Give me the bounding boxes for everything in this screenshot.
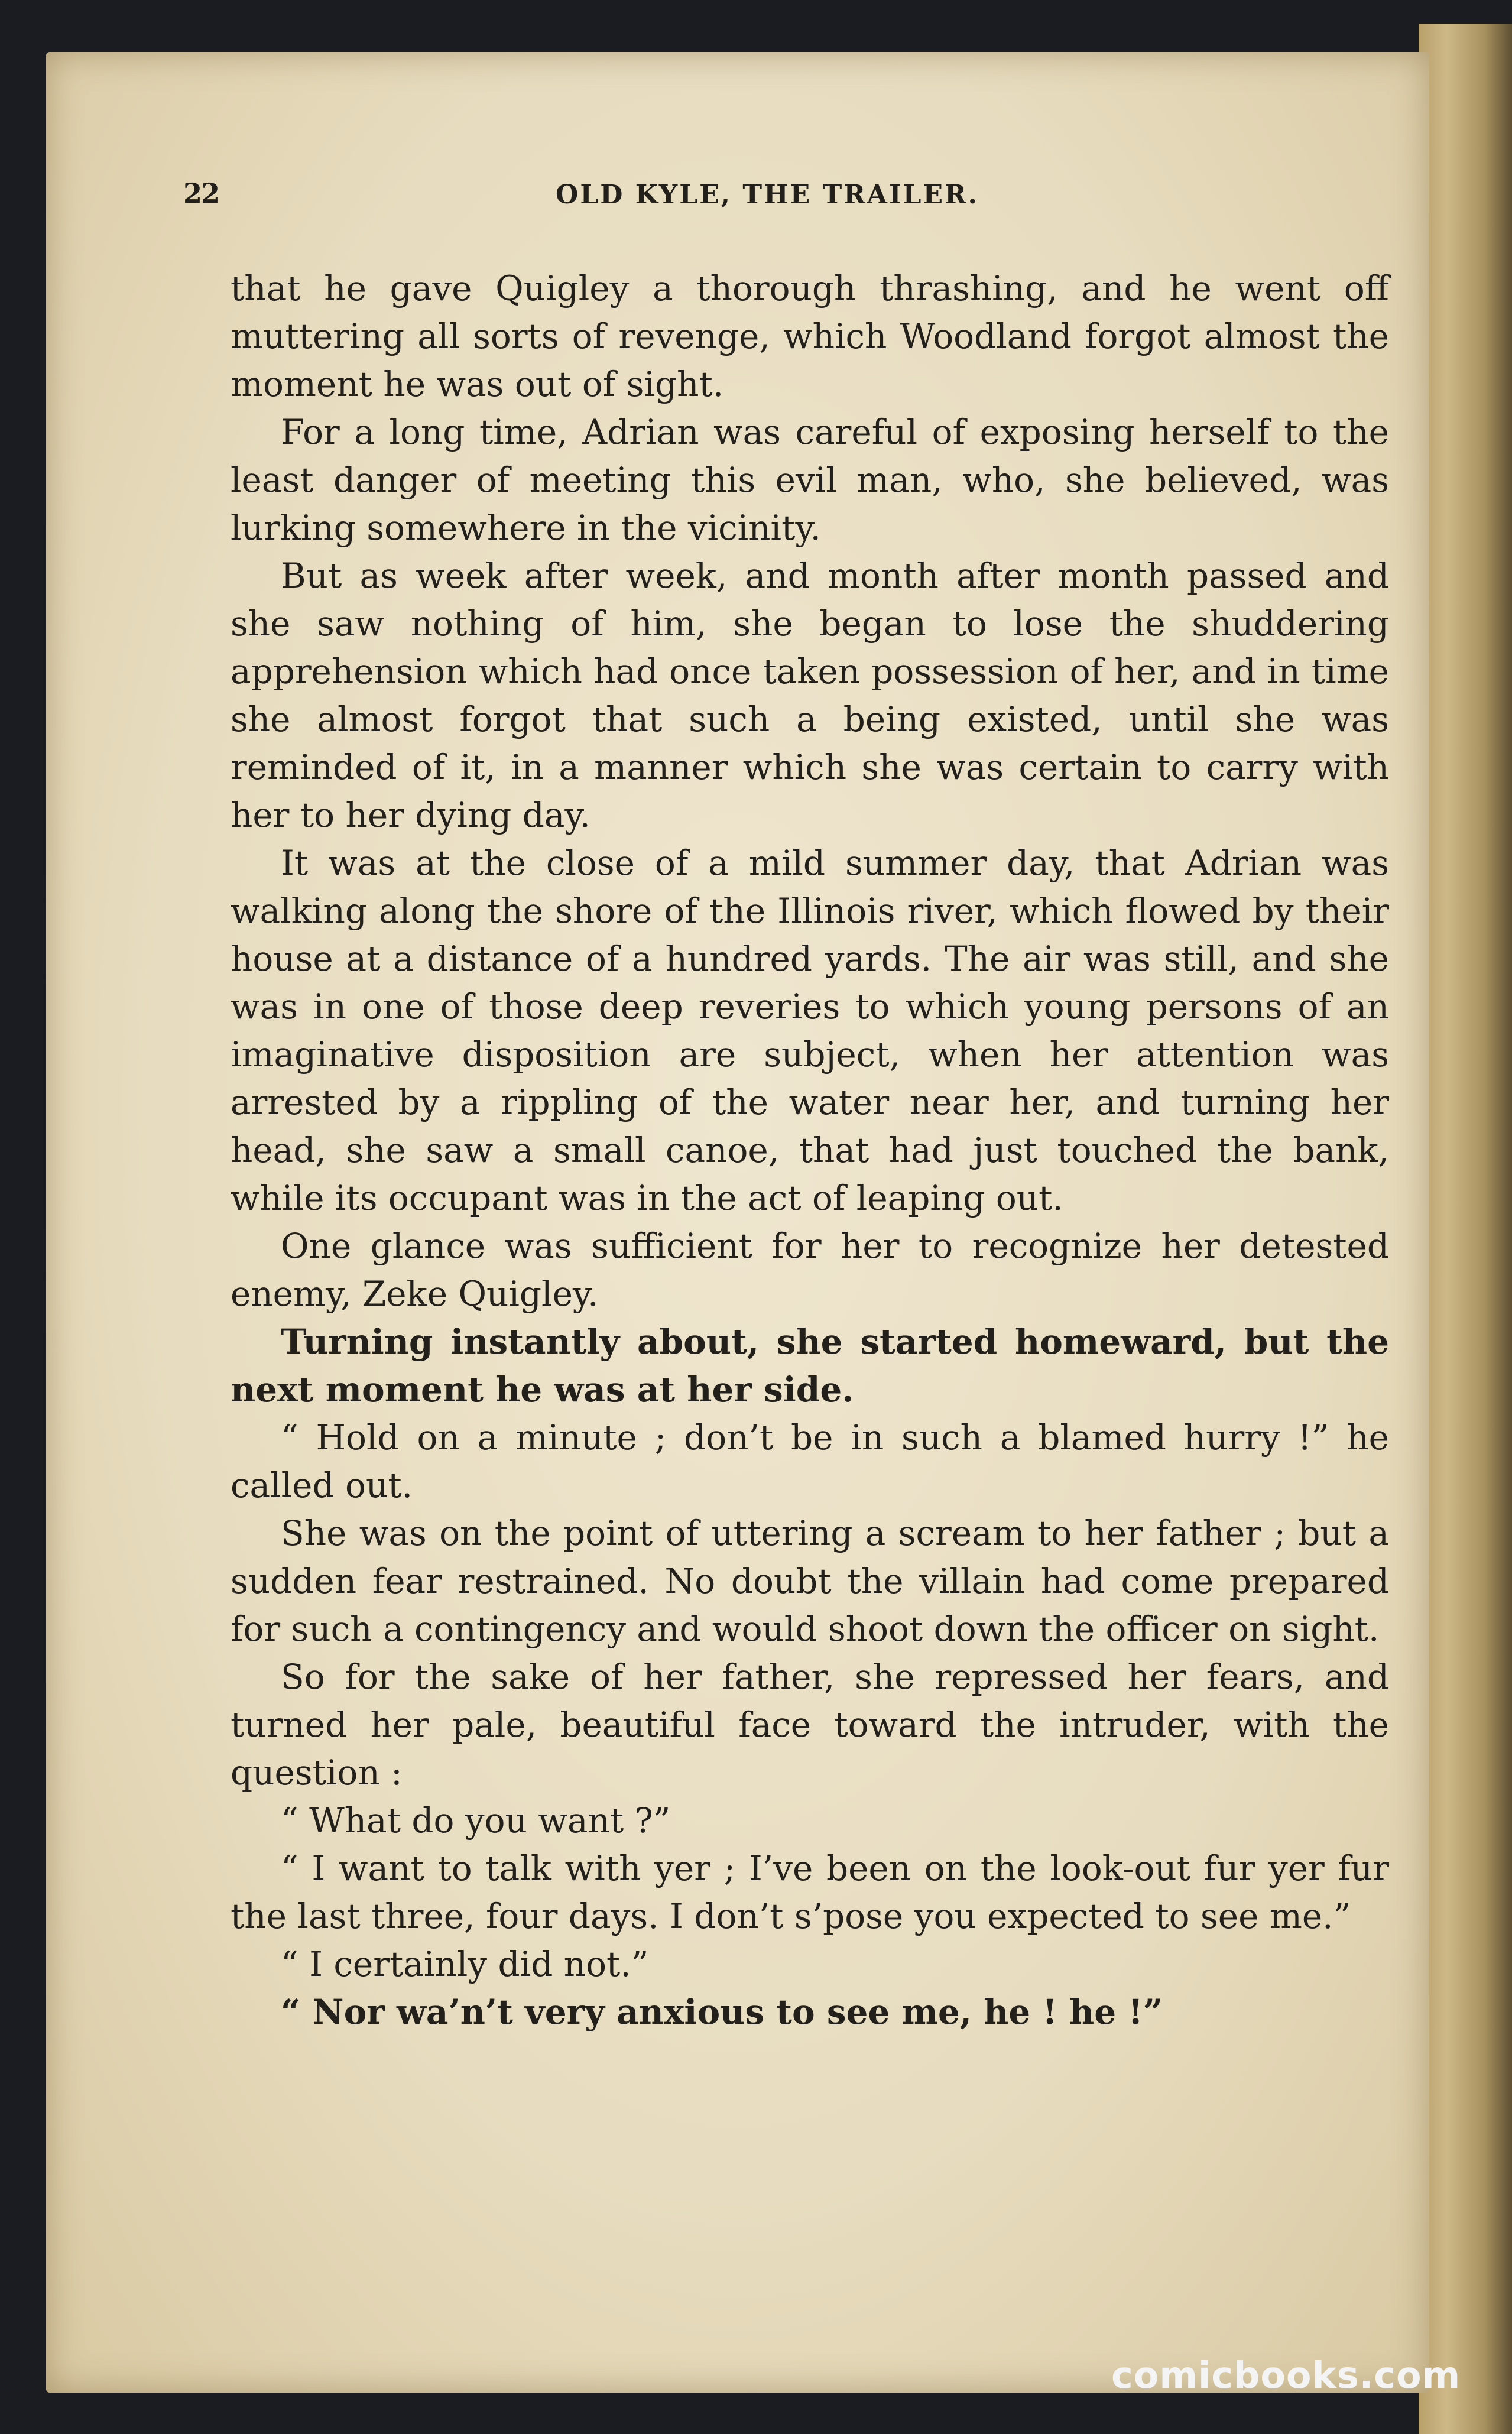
paragraph: She was on the point of uttering a scream to her father ; but a sudden fear restrained. No doubt the villain had come prepared for such a contingency and would shoot down the officer on sight. — [231, 1513, 1389, 1649]
page-number: 22 — [183, 177, 219, 209]
paragraph: So for the sake of her father, she repressed her fears, and turned her pale, beautiful face toward the intruder, with the question : — [231, 1657, 1389, 1793]
paragraph: One glance was sufficient for her to recognize her detested enemy, Zeke Quigley. — [231, 1226, 1389, 1314]
site-watermark: comicbooks.com — [1111, 2354, 1461, 2397]
paragraph: But as week after week, and month after month passed and she saw nothing of him, she began to lose the shuddering apprehension which had once taken possession of her, and in time she almost forgot that such a being existed, until she was reminded of it, in a manner which she was certain to carry with her to her dying day. — [231, 556, 1389, 835]
running-title: OLD KYLE, THE TRAILER. — [556, 180, 979, 210]
paragraph: For a long time, Adrian was careful of exposing herself to the least danger of meeting this evil man, who, she believed, was lurking somewhere in the vicinity. — [231, 412, 1389, 548]
paragraph: that he gave Quigley a thorough thrashing, and he went off muttering all sorts of revenge, which Woodland forgot almost the moment he was out of sight. — [231, 268, 1389, 404]
paragraph: It was at the close of a mild summer day, that Adrian was walking along the shore of the Illinois river, which flowed by their house at a distance of a hundred yards. The air was still, and she was in one of those deep reveries to which young persons of an imaginative disposition are subject, when her attention was arrested by a rippling of the water near her, and turning her head, she saw a small canoe, that had just touched the bank, while its occupant was in the act of leaping out. — [231, 843, 1389, 1218]
paragraph: “ I want to talk with yer ; I’ve been on the look-out fur yer fur the last three, four days. I don’t s’pose you expected to see me.” — [231, 1848, 1389, 1936]
book-edge — [1419, 24, 1512, 2434]
paragraph: Turning instantly about, she started homeward, but the next moment he was at her side. — [231, 1322, 1389, 1410]
paragraph: “ What do you want ?” — [281, 1800, 671, 1841]
body-text — [231, 265, 1389, 2036]
paragraph: “ I certainly did not.” — [281, 1944, 649, 1984]
paragraph: “ Nor wa’n’t very anxious to see me, he ! he !” — [281, 1992, 1163, 2032]
paragraph: “ Hold on a minute ; don’t be in such a blamed hurry !” he called out. — [231, 1417, 1389, 1505]
running-head — [183, 177, 1395, 219]
